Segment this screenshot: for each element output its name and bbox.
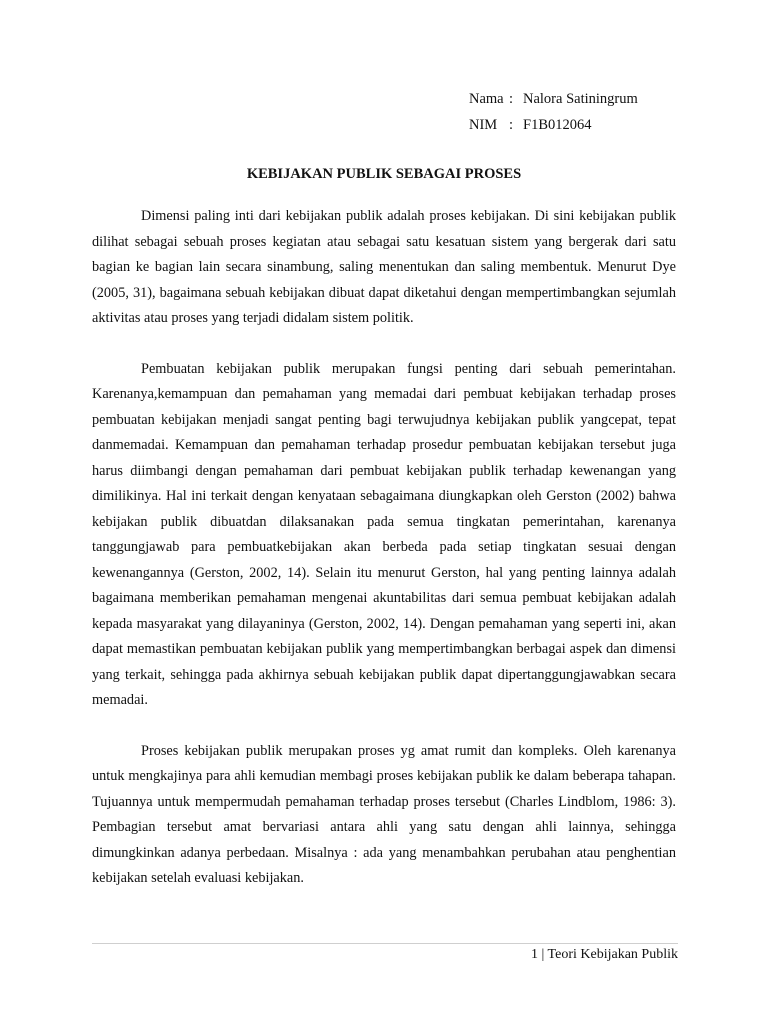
nim-value: F1B012064 (523, 117, 592, 133)
document-body (92, 204, 676, 917)
nim-separator: : (509, 117, 514, 133)
paragraph-3: Proses kebijakan publik merupakan proses yg amat rumit dan kompleks. Oleh karenanya untuk mengkajinya para ahli kemudian membagi proses kebijakan publik ke dalam beberapa tahapan. Tujuannya untuk mempermudah pemahaman terhadap proses tersebut (Charles Lindblom, 1986: 3). Pembagian tersebut amat bervariasi antara ahli yang satu dengan ahli lainnya, sehingga dimungkinkan adanya perbedaan. Misalnya : ada yang menambahkan perubahan atau penghentian kebijakan setelah evaluasi kebijakan. (92, 742, 676, 886)
nim-row (469, 112, 638, 138)
paragraph-1: Dimensi paling inti dari kebijakan publik adalah proses kebijakan. Di sini kebijakan publik dilihat sebagai sebuah proses kegiatan atau sebagai satu kesatuan sistem yang bergerak dari satu bagian ke bagian lain secara sinambung, saling menentukan dan saling membentuk. Menurut Dye (2005, 31), bagaimana sebuah kebijakan dibuat dapat diketahui dengan mempertimbangkan sejumlah aktivitas atau proses yang terjadi didalam sistem politik. (92, 208, 676, 326)
document-title: KEBIJAKAN PUBLIK SEBAGAI PROSES (246, 166, 522, 182)
student-identity (469, 86, 638, 138)
paragraph-2: Pembuatan kebijakan publik merupakan fungsi penting dari sebuah pemerintahan. Karenanya,kemampuan dan pemahaman yang memadai dari pembuat kebijakan terhadap proses pembuatan kebijakan menjadi sangat penting bagi terwujudnya kebijakan publik yangcepat, tepat danmemadai. Kemampuan dan pemahaman terhadap prosedur pembuatan kebijakan tersebut juga harus diimbangi dengan pemahaman dari pembuat kebijakan publik terhadap kewenangan yang dimilikinya. Hal ini terkait dengan kenyataan sebagaimana diungkapkan oleh Gerston (2002) bahwa kebijakan publik dibuatdan dilaksanakan pada semua tingkatan pemerintahan, karenanya tanggungjawab para pembuatkebijakan akan berbeda pada setiap tingkatan sesuai dengan kewenangannya (Gerston, 2002, 14). Selain itu menurut Gerston, hal yang penting lainnya adalah bagaimana memberikan pemahaman mengenai akuntabilitas dari semua pembuat kebijakan adalah kepada masyarakat yang dilayaninya (Gerston, 2002, 14). Dengan pemahaman yang seperti ini, akan dapat memastikan pembuatan kebijakan publik yang mempertimbangkan berbagai aspek dan dimensi yang terkait, sehingga pada akhirnya sebuah kebijakan publik dapat dipertanggungjawabkan secara memadai. (92, 360, 676, 708)
name-separator: : (509, 91, 514, 107)
footer-divider (92, 943, 678, 944)
name-value: Nalora Satiningrum (523, 91, 638, 107)
nim-label: NIM (469, 117, 498, 133)
name-row (469, 86, 638, 112)
name-label: Nama (469, 91, 504, 107)
page-footer: 1 | Teori Kebijakan Publik (531, 947, 678, 962)
